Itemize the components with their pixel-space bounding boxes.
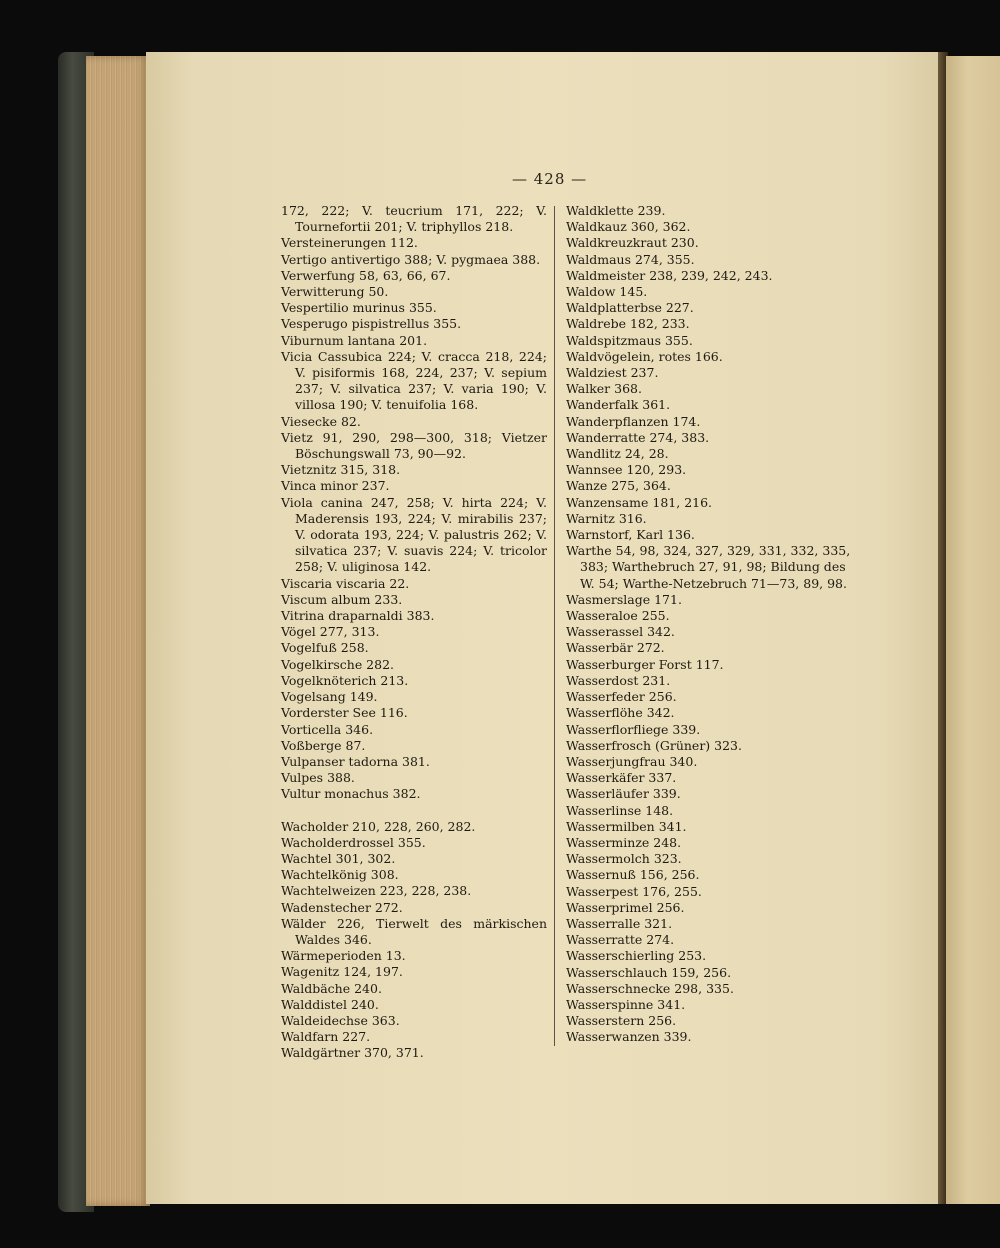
index-entry: Walddistel 240. (281, 996, 379, 1012)
index-entry: Viscum album 233. (281, 591, 403, 607)
index-entry: Waldspitzmaus 355. (566, 332, 693, 348)
column-divider (554, 206, 555, 1046)
index-entry: Wasserprimel 256. (566, 899, 685, 915)
index-entry: Vesperugo pispistrellus 355. (281, 316, 462, 332)
index-entry: Viburnum lantana 201. (281, 332, 428, 348)
index-entry: Wasserburger Forst 117. (566, 656, 724, 672)
index-entry: Viscaria viscaria 22. (281, 575, 410, 591)
index-entry: Wasserassel 342. (566, 624, 675, 640)
index-entry: Wasserbär 272. (566, 640, 665, 656)
index-entry: Wasserfeder 256. (566, 689, 677, 705)
index-entry: Wanderratte 274, 383. (566, 429, 710, 445)
index-entry: Wasserminze 248. (566, 834, 682, 850)
index-entry: Waldziest 237. (566, 365, 659, 381)
index-entry: Wasserdost 231. (566, 672, 671, 688)
index-entry: Verwitterung 50. (281, 284, 389, 300)
index-entry: Wasserflöhe 342. (566, 705, 675, 721)
index-entry: Walker 368. (566, 381, 642, 397)
index-entry: Wasserlinse 148. (566, 802, 674, 818)
index-entry: Wasseraloe 255. (566, 608, 670, 624)
index-entry: Waldmaus 274, 355. (566, 251, 695, 267)
index-entry: Wasmerslage 171. (566, 591, 682, 607)
index-entry: Wärmeperioden 13. (281, 948, 406, 964)
index-entry: Wasserschierling 253. (566, 948, 707, 964)
index-entry: Vogelknöterich 213. (281, 672, 409, 688)
index-entry: Waldow 145. (566, 284, 648, 300)
index-entry: Wasserpest 176, 255. (566, 883, 702, 899)
index-entry: 172, 222; V. teucrium 171, 222; V. Tournefortii 201; V. triphyllos 218. (281, 203, 547, 235)
index-entry: Waldmeister 238, 239, 242, 243. (566, 267, 773, 283)
index-entry: Wacholder 210, 228, 260, 282. (281, 818, 476, 834)
index-entry: Wachtel 301, 302. (281, 850, 396, 866)
index-entry: Vogelsang 149. (281, 689, 378, 705)
index-entry: Vulpanser tadorna 381. (281, 753, 430, 769)
index-entry: Wasserflorfliege 339. (566, 721, 701, 737)
index-entry: Waldgärtner 370, 371. (281, 1045, 424, 1061)
index-entry: Viola canina 247, 258; V. hirta 224; V. Maderensis 193, 224; V. mirabilis 237; V. odorata 193, 224; V. palustris 262; V. silvatica 237; V. suavis 224; V. tricolor 258; V. uliginosa 142. (281, 494, 547, 575)
index-column-left (281, 203, 547, 1062)
index-entry: Wasserläufer 339. (566, 786, 681, 802)
index-entry: Vinca minor 237. (281, 478, 390, 494)
index-entry: Wacholderdrossel 355. (281, 834, 426, 850)
index-entry: Wachtelweizen 223, 228, 238. (281, 883, 472, 899)
index-entry: Wälder 226, Tierwelt des märkischen Waldes 346. (281, 915, 547, 947)
index-entry: Vorderster See 116. (281, 705, 408, 721)
index-entry: Warthe 54, 98, 324, 327, 329, 331, 332, 335, 383; Warthebruch 27, 91, 98; Bildung des W. 54; Warthe-Netzebruch 71—73, 89, 98. (566, 543, 851, 591)
index-entry: Wasserratte 274. (566, 932, 675, 948)
index-entry: Waldkauz 360, 362. (566, 219, 691, 235)
index-entry: Vietz 91, 290, 298—300, 318; Vietzer Böschungswall 73, 90—92. (281, 429, 547, 462)
index-entry: Vultur monachus 382. (281, 786, 421, 802)
page-number: — 428 — (512, 170, 588, 188)
index-entry: Waldfarn 227. (281, 1029, 371, 1045)
index-entry: Versteinerungen 112. (281, 235, 418, 251)
index-entry: Wanze 275, 364. (566, 478, 671, 494)
index-entry: Wandlitz 24, 28. (566, 446, 669, 462)
index-entry: Wanzensame 181, 216. (566, 494, 713, 510)
index-entry: Wasserfrosch (Grüner) 323. (566, 737, 742, 753)
index-column-right (566, 203, 851, 1046)
index-entry: Wachtelkönig 308. (281, 867, 399, 883)
index-entry: Vulpes 388. (281, 770, 355, 786)
index-entry: Viesecke 82. (281, 413, 361, 429)
index-entry: Wasserralle 321. (566, 915, 673, 931)
index-entry: Warnstorf, Karl 136. (566, 527, 695, 543)
index-entry: Wasserjungfrau 340. (566, 753, 698, 769)
next-page-edge (946, 56, 1000, 1204)
index-entry: Wasserschlauch 159, 256. (566, 964, 732, 980)
index-entry: Waldvögelein, rotes 166. (566, 348, 723, 364)
index-entry: Waldbäche 240. (281, 980, 382, 996)
index-entry: Wasserschnecke 298, 335. (566, 980, 734, 996)
index-entry: Wassermolch 323. (566, 851, 682, 867)
index-entry: Vertigo antivertigo 388; V. pygmaea 388. (281, 251, 541, 267)
index-entry: Waldkreuzkraut 230. (566, 235, 699, 251)
index-entry: Wagenitz 124, 197. (281, 964, 403, 980)
index-entry: Wanderfalk 361. (566, 397, 671, 413)
index-entry: Vicia Cassubica 224; V. cracca 218, 224; V. pisiformis 168, 224, 237; V. sepium 237; V. silvatica 237; V. varia 190; V. villosa 190; V. tenuifolia 168. (281, 348, 547, 413)
index-entry: Vespertilio murinus 355. (281, 300, 437, 316)
index-entry: Wanderpflanzen 174. (566, 413, 701, 429)
index-entry: Wasserkäfer 337. (566, 770, 677, 786)
index-entry: Wassermilben 341. (566, 818, 687, 834)
index-entry: Warnitz 316. (566, 510, 647, 526)
index-entry: Vogelkirsche 282. (281, 656, 395, 672)
index-entry: Waldrebe 182, 233. (566, 316, 690, 332)
index-entry: Vogelfuß 258. (281, 640, 369, 656)
index-entry: Vietznitz 315, 318. (281, 462, 401, 478)
index-entry: Wannsee 120, 293. (566, 462, 687, 478)
index-entry: Wadenstecher 272. (281, 899, 403, 915)
index-entry: Wassernuß 156, 256. (566, 867, 700, 883)
index-entry: Waldklette 239. (566, 203, 666, 218)
index-entry: Wasserstern 256. (566, 1013, 677, 1029)
index-entry: Wasserwanzen 339. (566, 1029, 692, 1045)
index-entry: Vögel 277, 313. (281, 624, 380, 640)
section-gap (281, 803, 547, 819)
page-edges (86, 56, 150, 1206)
index-entry: Vitrina draparnaldi 383. (281, 608, 435, 624)
index-entry: Vorticella 346. (281, 721, 374, 737)
index-entry: Verwerfung 58, 63, 66, 67. (281, 267, 451, 283)
index-entry: Waldeidechse 363. (281, 1012, 400, 1028)
index-entry: Wasserspinne 341. (566, 996, 686, 1012)
index-entry: Voßberge 87. (281, 737, 366, 753)
index-entry: Waldplatterbse 227. (566, 300, 694, 316)
